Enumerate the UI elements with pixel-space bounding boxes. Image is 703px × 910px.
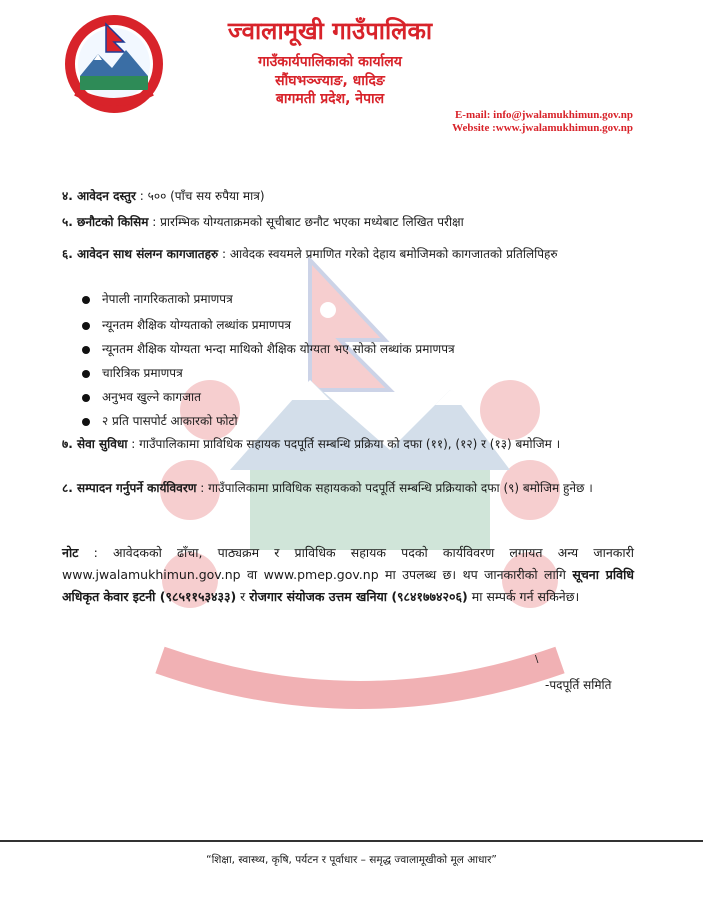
selection-text: : प्रारम्भिक योग्यताक्रमको सूचीबाट छनौट भएका मध्येबाट लिखित परीक्षा (148, 215, 464, 229)
watermark-mountain-icon (230, 380, 510, 550)
bullet-icon (82, 394, 90, 402)
municipality-logo-icon (62, 14, 166, 114)
fee-label: ४. आवेदन दस्तुर (62, 189, 136, 203)
list-item: नेपाली नागरिकताको प्रमाणपत्र (82, 290, 233, 308)
footer-slogan: “शिक्षा, स्वास्थ्य, कृषि, पर्यटन र पूर्वाधार – समृद्ध ज्वालामूखीको मूल आधार” (206, 854, 497, 866)
documents-text: : आवेदक स्वयमले प्रमाणित गरेको देहाय बमोजिमको कागजातको प्रतिलिपिहरु (218, 247, 558, 261)
fee-item (62, 186, 634, 206)
selection-label: ५. छनौटको किसिम (62, 215, 149, 229)
bullet-icon (82, 296, 90, 304)
list-item: न्यूनतम शैक्षिक योग्यताको लब्धांक प्रमाणपत्र (82, 316, 291, 334)
bullet-icon (82, 346, 90, 354)
service-item (62, 434, 634, 454)
signature-mark: \ (535, 654, 539, 665)
note-paragraph (62, 542, 634, 608)
documents-item (62, 244, 634, 264)
website-link[interactable]: Website :www.jwalamukhimun.gov.np (452, 122, 633, 134)
committee-signature: -पदपूर्ति समिति (545, 678, 612, 692)
note-conjunction: र (236, 589, 250, 604)
list-item: चारित्रिक प्रमाणपत्र (82, 364, 183, 382)
bullet-icon (82, 370, 90, 378)
note-text: : आवेदकको ढाँचा, पाठ्यक्रम र प्राविधिक सहायक पदको कार्यविवरण लगायत अन्य जानकारी www.jwalamukhimun.gov.np वा www.pmep.gov.np मा उपलब्ध छ। थप जानकारीको लागि (62, 545, 634, 582)
work-text: : गाउँपालिकामा प्राविधिक सहायकको पदपूर्ति सम्बन्धि प्रक्रियाको दफा (९) बमोजिम हुनेछ । (196, 481, 593, 495)
work-label: ८. सम्पादन गर्नुपर्ने कार्यविवरण (62, 481, 197, 495)
email-link[interactable]: E-mail: info@jwalamukhimun.gov.np (454, 109, 633, 121)
list-item: २ प्रति पासपोर्ट आकारको फोटो (82, 412, 238, 430)
service-label: ७. सेवा सुविधा (62, 437, 128, 451)
province-name: बागमती प्रदेश, नेपाल (275, 91, 385, 107)
footer-divider (0, 840, 703, 842)
office-name: गाउँकार्यपालिकाको कार्यालय (258, 54, 402, 70)
work-item (62, 478, 634, 498)
list-item: अनुभव खुल्ने कागजात (82, 388, 201, 406)
bullet-icon (82, 322, 90, 330)
it-officer-contact: सूचना प्रविधि अधिकृत केवार इटनी (९८५११५३४३३) (62, 567, 634, 604)
municipality-title: ज्वालामूखी गाउँपालिका (227, 17, 433, 45)
bullet-icon (82, 418, 90, 426)
watermark-motto-icon (150, 640, 570, 730)
fee-text: : ५०० (पाँच सय रुपैया मात्र) (135, 189, 265, 203)
list-item: न्यूनतम शैक्षिक योग्यता भन्दा माथिको शैक्षिक योग्यता भए सोको लब्धांक प्रमाणपत्र (82, 340, 455, 358)
employment-coordinator-contact: रोजगार संयोजक उत्तम खनिया (९८४१७७४२०६) (249, 589, 468, 604)
office-address: सौंघभञ्ज्याङ, धादिङ (275, 73, 385, 89)
service-text: : गाउँपालिकामा प्राविधिक सहायक पदपूर्ति सम्बन्धि प्रक्रिया को दफा (११), (१२) र (१३) बमोजिम । (127, 437, 561, 451)
note-closing-text: मा सम्पर्क गर्न सकिनेछ। (467, 589, 580, 604)
watermark-flag-icon (310, 260, 390, 390)
selection-item (62, 212, 634, 232)
note-label: नोट (62, 545, 79, 560)
documents-label: ६. आवेदन साथ संलग्न कागजातहरु (62, 247, 219, 261)
